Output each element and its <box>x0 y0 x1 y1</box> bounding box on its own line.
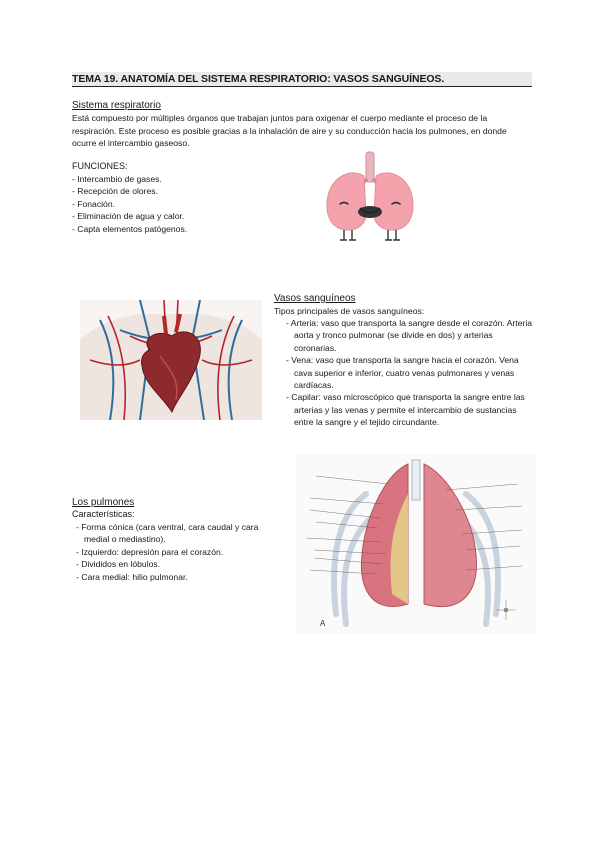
pulmones-list <box>72 521 272 583</box>
respiratorio-heading: Sistema respiratorio <box>72 100 161 111</box>
list-item: - Recepción de olores. <box>72 186 158 197</box>
heart-vessels-image <box>80 300 262 420</box>
vasos-list <box>282 317 532 429</box>
vasos-intro: Tipos principales de vasos sanguíneos: <box>274 306 425 316</box>
list-item: - Izquierdo: depresión para el corazón. <box>76 546 224 557</box>
list-item: - Arteria: vaso que transporta la sangre desde el corazón. Arteria aorta y tronco pulmonar (se divide en dos) y arterias coronarias. <box>286 318 533 353</box>
list-item: - Eliminación de agua y calor. <box>72 211 185 222</box>
pulmones-heading: Los pulmones <box>72 497 135 508</box>
funciones-label: FUNCIONES: <box>72 161 128 171</box>
lungs-anatomy-diagram <box>296 454 536 634</box>
list-item: - Fonación. <box>72 198 115 209</box>
diagram-letter: A <box>320 619 326 628</box>
page-title: TEMA 19. ANATOMÍA DEL SISTEMA RESPIRATORIO: VASOS SANGUÍNEOS. <box>72 72 532 87</box>
respiratorio-paragraph: Está compuesto por múltiples órganos que trabajan juntos para oxigenar el cuerpo mediante el proceso de la respiración. Este proceso es posible gracias a la inhalación de aire y su conducción hacia los pulmones, en donde ocurre el intercambio gaseoso. <box>72 113 507 149</box>
funciones-list <box>72 173 272 235</box>
vasos-heading: Vasos sanguíneos <box>274 293 356 304</box>
list-item: - Cara medial: hilio pulmonar. <box>76 571 188 582</box>
list-item: - Forma cónica (cara ventral, cara caudal y cara medial o mediastino). <box>76 522 259 545</box>
list-item: - Divididos en lóbulos. <box>76 559 161 570</box>
cartoon-lungs-image <box>322 150 418 246</box>
list-item: - Intercambio de gases. <box>72 174 162 184</box>
list-item: - Capilar: vaso microscópico que transporta la sangre entre las arterias y las venas y permite el intercambio de sustancias entre la sangre y el tejido circundante. <box>286 392 525 428</box>
caracteristicas-label: Características: <box>72 509 135 519</box>
list-item: - Capta elementos patógenos. <box>72 223 188 234</box>
list-item: - Vena: vaso que transporta la sangre hacia el corazón. Vena cava superior e inferior, cuatro venas pulmonares y venas cardíacas. <box>286 355 519 391</box>
